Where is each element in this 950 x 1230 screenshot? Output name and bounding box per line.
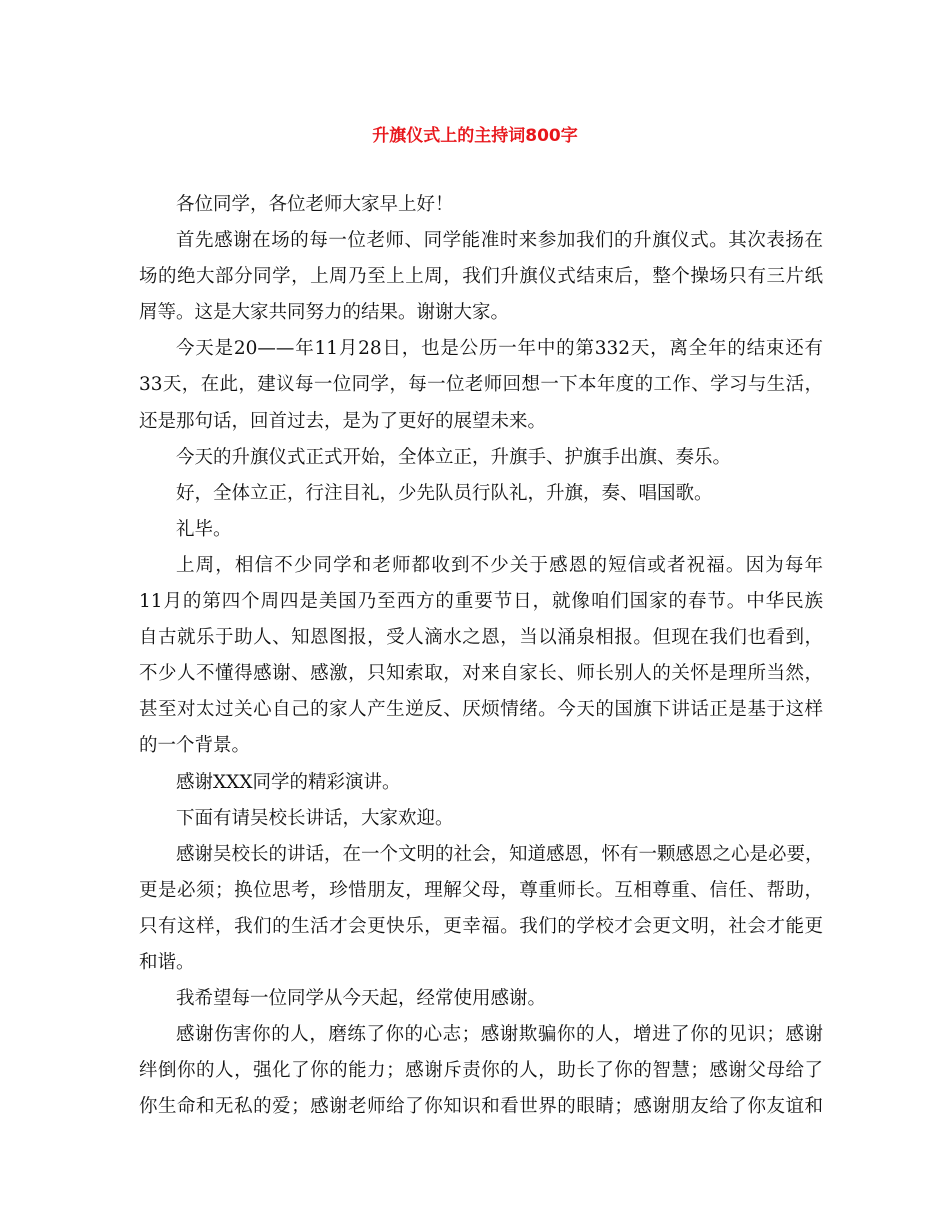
text-line: 感谢伤害你的人，磨练了你的心志；感谢欺骗你的人，增进了你的见识；感谢 (176, 1024, 823, 1046)
text-line: 更是必须；换位思考，珍惜朋友，理解父母，尊重师长。互相尊重、信任、帮助， (139, 879, 823, 901)
text-line: 还是那句话，回首过去，是为了更好的展望未来。 (139, 410, 547, 432)
text-line: 你生命和无私的爱；感谢老师给了你知识和看世界的眼睛；感谢朋友给了你友谊和 (139, 1096, 823, 1118)
text-line: 我希望每一位同学从今天起，经常使用感谢。 (176, 988, 547, 1010)
text-line: 下面有请吴校长讲话，大家欢迎。 (176, 807, 454, 829)
document-body (139, 187, 823, 1125)
text-line: 各位同学，各位老师大家早上好！ (176, 194, 454, 215)
document-title: 升旗仪式上的主持词800字 (372, 126, 578, 146)
text-line: 感谢吴校长的讲话，在一个文明的社会，知道感恩，怀有一颗感恩之心是必要， (176, 843, 824, 865)
text-line: 绊倒你的人，强化了你的能力；感谢斥责你的人，助长了你的智慧；感谢父母给了 (139, 1060, 823, 1082)
text-line: 甚至对太过关心自己的家人产生逆反、厌烦情绪。今天的国旗下讲话正是基于这样 (139, 699, 823, 721)
text-line: 今天是20——年11月28日，也是公历一年中的第332天，离全年的结束还有 (176, 338, 823, 360)
text-line: 上周，相信不少同学和老师都收到不少关于感恩的短信或者祝福。因为每年 (176, 554, 823, 576)
text-line: 33天，在此，建议每一位同学，每一位老师回想一下本年度的工作、学习与生活， (139, 374, 823, 396)
text-line: 的一个背景。 (139, 735, 251, 757)
text-line: 不少人不懂得感谢、感激，只知索取，对来自家长、师长别人的关怀是理所当然， (139, 663, 823, 685)
text-line: 今天的升旗仪式正式开始，全体立正，升旗手、护旗手出旗、奏乐。 (176, 446, 732, 468)
text-line: 只有这样，我们的生活才会更快乐，更幸福。我们的学校才会更文明，社会才能更 (139, 915, 823, 937)
text-line: 场的绝大部分同学，上周乃至上上周，我们升旗仪式结束后，整个操场只有三片纸 (139, 266, 823, 288)
text-line: 11月的第四个周四是美国乃至西方的重要节日，就像咱们国家的春节。中华民族 (139, 591, 823, 613)
text-line: 好，全体立正，行注目礼，少先队员行队礼，升旗，奏、唱国歌。 (176, 482, 713, 504)
text-line: 礼毕。 (176, 518, 232, 540)
text-line: 首先感谢在场的每一位老师、同学能准时来参加我们的升旗仪式。其次表扬在 (176, 230, 823, 252)
text-line: 感谢XXX同学的精彩演讲。 (176, 771, 401, 793)
text-line: 和谐。 (139, 951, 195, 973)
text-line: 屑等。这是大家共同努力的结果。谢谢大家。 (139, 302, 510, 324)
text-line: 自古就乐于助人、知恩图报，受人滴水之恩，当以涌泉相报。但现在我们也看到， (139, 627, 823, 649)
